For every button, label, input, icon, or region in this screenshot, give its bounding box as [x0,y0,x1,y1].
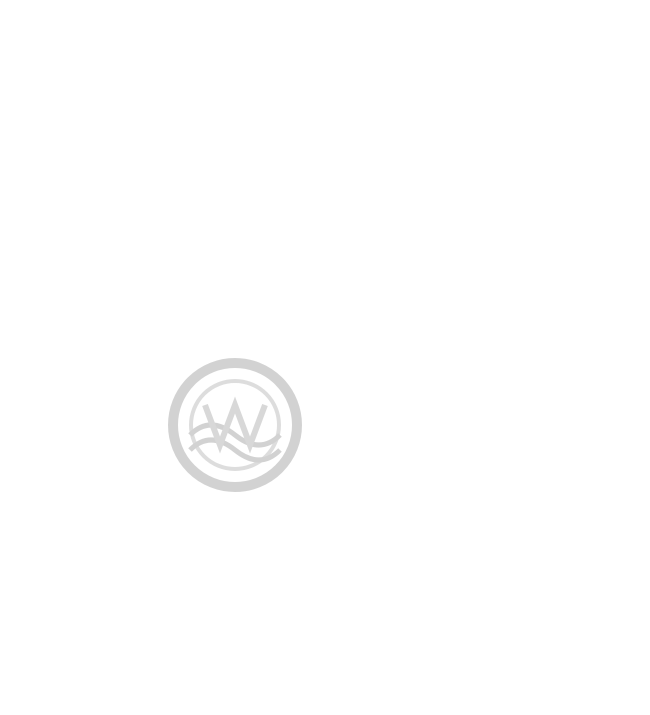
footer-strip [0,701,650,715]
mississippi-deq-watermark-logo [150,345,320,520]
